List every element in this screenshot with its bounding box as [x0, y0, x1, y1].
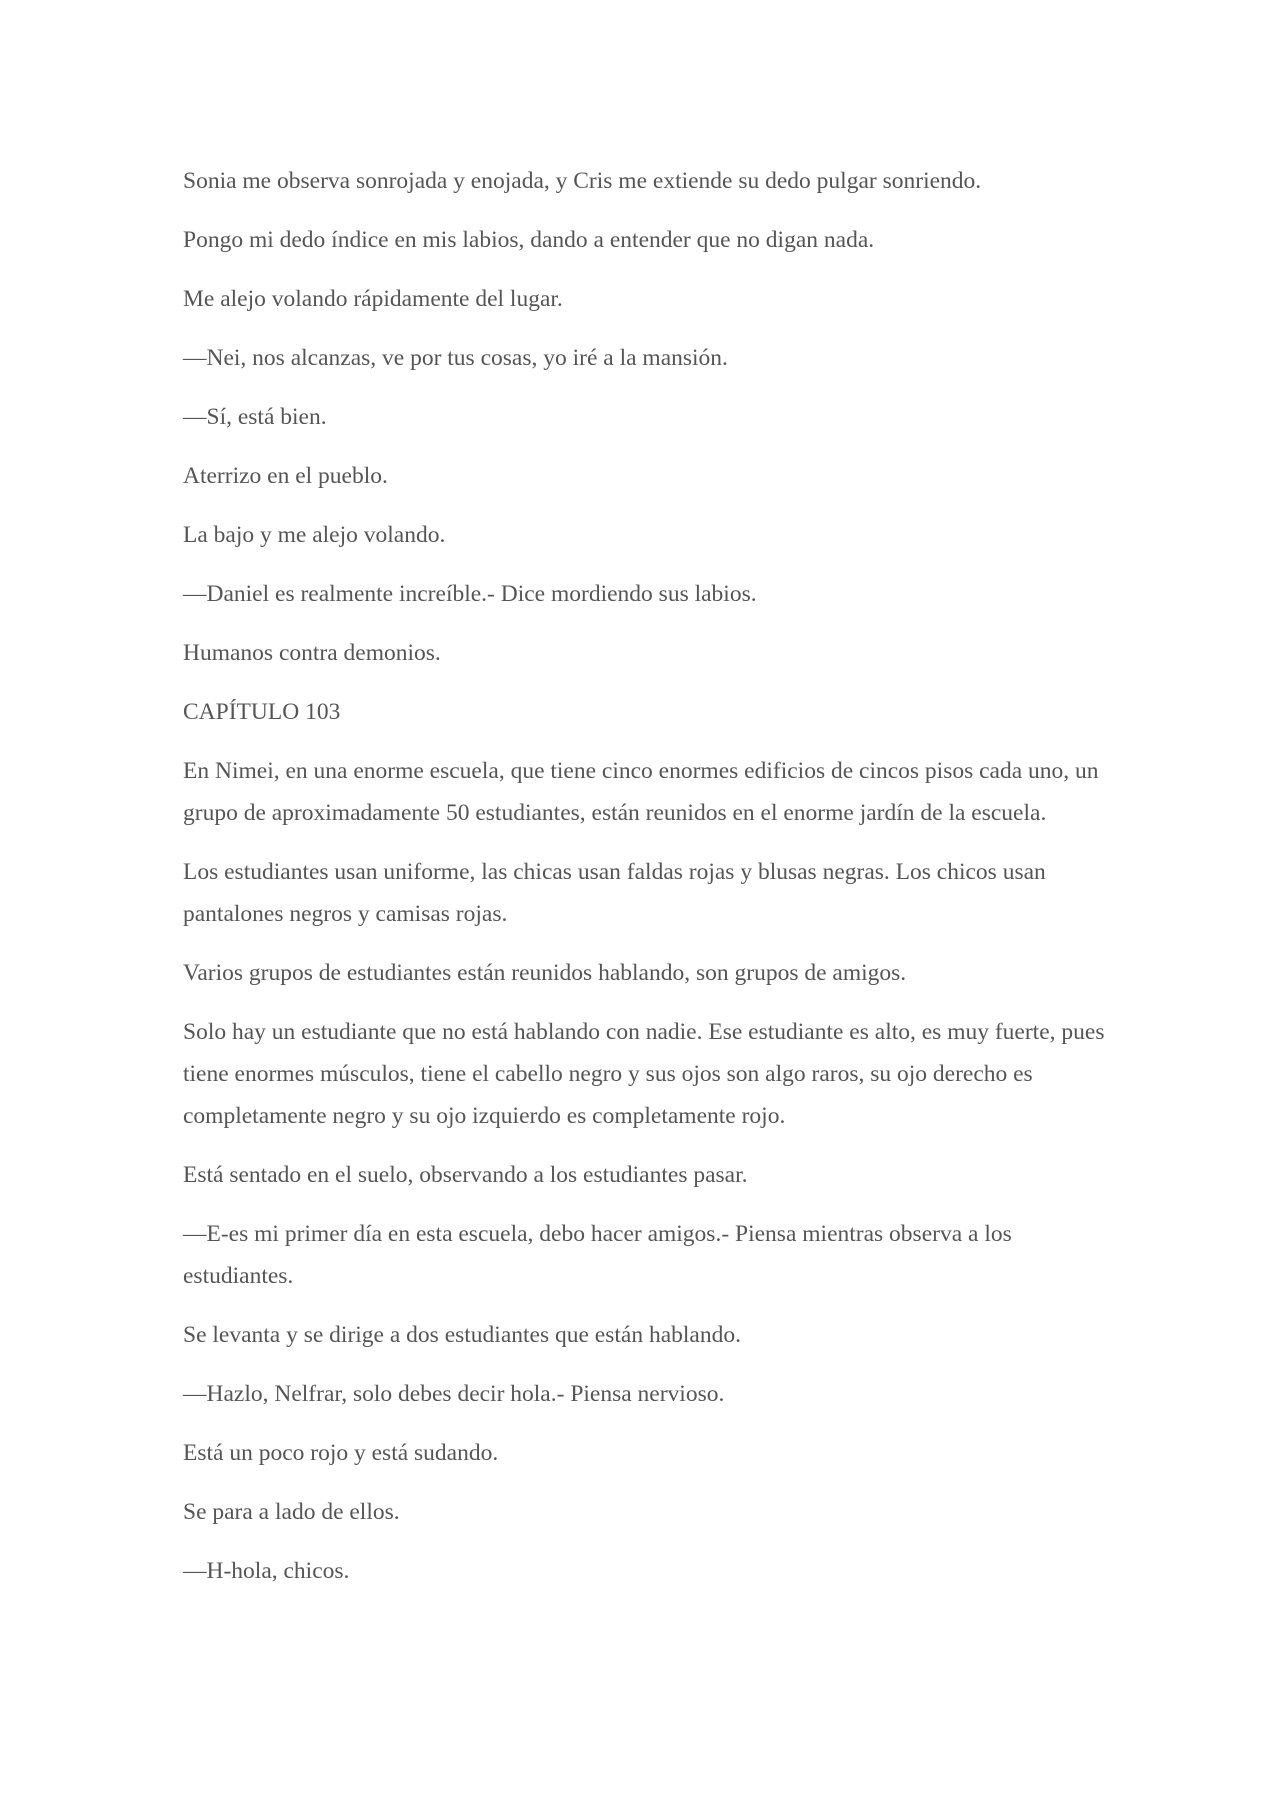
- document-page: [183, 160, 1113, 1609]
- paragraph: Los estudiantes usan uniforme, las chicas usan faldas rojas y blusas negras. Los chicos usan pantalones negros y camisas rojas.: [183, 859, 1046, 927]
- paragraph: Humanos contra demonios.: [183, 640, 441, 666]
- paragraph: Varios grupos de estudiantes están reunidos hablando, son grupos de amigos.: [183, 960, 907, 986]
- paragraph: Aterrizo en el pueblo.: [183, 463, 388, 489]
- paragraph: Se levanta y se dirige a dos estudiantes que están hablando.: [183, 1322, 741, 1348]
- paragraph: —H-hola, chicos.: [183, 1558, 350, 1584]
- paragraph: —Hazlo, Nelfrar, solo debes decir hola.- Piensa nervioso.: [183, 1381, 725, 1407]
- paragraph: Está un poco rojo y está sudando.: [183, 1440, 499, 1466]
- paragraph: Sonia me observa sonrojada y enojada, y Cris me extiende su dedo pulgar sonriendo.: [183, 168, 982, 194]
- paragraph: Pongo mi dedo índice en mis labios, dando a entender que no digan nada.: [183, 227, 875, 253]
- paragraph: —Nei, nos alcanzas, ve por tus cosas, yo iré a la mansión.: [183, 345, 728, 371]
- chapter-heading: CAPÍTULO 103: [183, 699, 341, 725]
- paragraph: En Nimei, en una enorme escuela, que tiene cinco enormes edificios de cincos pisos cada uno, un grupo de aproximadamente 50 estudiantes, están reunidos en el enorme jardín de la escuela.: [183, 758, 1099, 826]
- paragraph: Se para a lado de ellos.: [183, 1499, 400, 1525]
- paragraph: —E-es mi primer día en esta escuela, debo hacer amigos.- Piensa mientras observa a los estudiantes.: [183, 1221, 1012, 1289]
- paragraph: —Daniel es realmente increíble.- Dice mordiendo sus labios.: [183, 581, 757, 607]
- paragraph: —Sí, está bien.: [183, 404, 327, 430]
- paragraph: Está sentado en el suelo, observando a los estudiantes pasar.: [183, 1162, 748, 1188]
- paragraph: Solo hay un estudiante que no está hablando con nadie. Ese estudiante es alto, es muy fuerte, pues tiene enormes músculos, tiene el cabello negro y sus ojos son algo raros, su ojo derecho es completamente negro y su ojo izquierdo es completamente rojo.: [183, 1019, 1105, 1129]
- paragraph: Me alejo volando rápidamente del lugar.: [183, 286, 563, 312]
- paragraph: La bajo y me alejo volando.: [183, 522, 446, 548]
